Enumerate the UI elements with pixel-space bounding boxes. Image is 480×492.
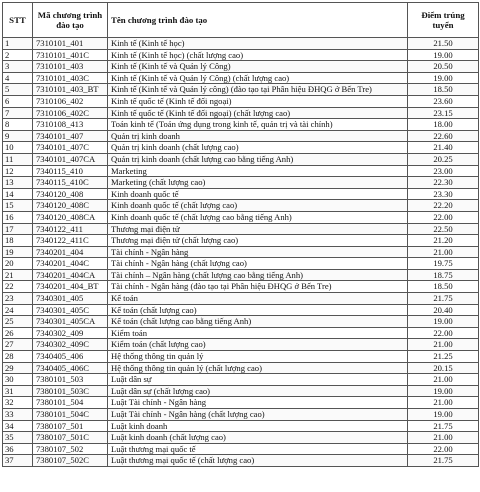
cell-admission-score: 20.50 <box>408 61 479 73</box>
cell-program-name: Luật dân sự (chất lượng cao) <box>108 385 408 397</box>
cell-admission-score: 19.00 <box>408 72 479 84</box>
cell-program-name: Tài chính – Ngân hàng (chất lượng cao bằng tiếng Anh) <box>108 269 408 281</box>
cell-admission-score: 23.00 <box>408 165 479 177</box>
cell-stt: 32 <box>3 397 33 409</box>
cell-program-code: 7340101_407CA <box>33 153 108 165</box>
cell-stt: 33 <box>3 409 33 421</box>
cell-program-name: Kế toán (chất lượng cao bằng tiếng Anh) <box>108 316 408 328</box>
cell-admission-score: 18.50 <box>408 281 479 293</box>
cell-stt: 36 <box>3 443 33 455</box>
cell-stt: 22 <box>3 281 33 293</box>
cell-program-name: Kinh tế (Kinh tế học) <box>108 38 408 50</box>
cell-program-name: Tài chính - Ngân hàng <box>108 246 408 258</box>
cell-admission-score: 21.20 <box>408 235 479 247</box>
cell-admission-score: 22.60 <box>408 130 479 142</box>
cell-stt: 9 <box>3 130 33 142</box>
table-row <box>3 200 479 212</box>
cell-stt: 3 <box>3 61 33 73</box>
cell-program-name: Kế toán <box>108 293 408 305</box>
cell-stt: 31 <box>3 385 33 397</box>
cell-program-name: Kinh tế (Kinh tế và Quản lý Công) (chất lượng cao) <box>108 72 408 84</box>
cell-admission-score: 18.50 <box>408 84 479 96</box>
header-program-name: Tên chương trình đào tạo <box>108 3 408 38</box>
cell-program-code: 7380107_502C <box>33 455 108 467</box>
cell-stt: 20 <box>3 258 33 270</box>
cell-admission-score: 21.00 <box>408 432 479 444</box>
table-row <box>3 153 479 165</box>
cell-program-code: 7340201_404_BT <box>33 281 108 293</box>
cell-stt: 21 <box>3 269 33 281</box>
table-row <box>3 351 479 363</box>
admission-score-table <box>2 2 479 467</box>
cell-program-code: 7380101_504 <box>33 397 108 409</box>
cell-program-name: Luật kinh doanh (chất lượng cao) <box>108 432 408 444</box>
table-row <box>3 130 479 142</box>
table-row <box>3 327 479 339</box>
cell-stt: 29 <box>3 362 33 374</box>
cell-admission-score: 19.00 <box>408 385 479 397</box>
table-row <box>3 385 479 397</box>
cell-program-name: Kiểm toán (chất lượng cao) <box>108 339 408 351</box>
cell-program-code: 7310101_401 <box>33 38 108 50</box>
cell-admission-score: 23.15 <box>408 107 479 119</box>
cell-admission-score: 21.75 <box>408 420 479 432</box>
cell-program-code: 7340405_406C <box>33 362 108 374</box>
table-row <box>3 374 479 386</box>
cell-admission-score: 18.00 <box>408 119 479 131</box>
cell-stt: 23 <box>3 293 33 305</box>
cell-program-code: 7340120_408CA <box>33 211 108 223</box>
cell-stt: 37 <box>3 455 33 467</box>
cell-program-code: 7380101_503C <box>33 385 108 397</box>
cell-admission-score: 18.75 <box>408 269 479 281</box>
table-row <box>3 281 479 293</box>
cell-admission-score: 21.40 <box>408 142 479 154</box>
cell-program-code: 7340201_404C <box>33 258 108 270</box>
cell-program-code: 7340115_410 <box>33 165 108 177</box>
cell-program-name: Kinh doanh quốc tế (chất lượng cao bằng tiếng Anh) <box>108 211 408 223</box>
cell-program-name: Marketing (chất lượng cao) <box>108 177 408 189</box>
table-row <box>3 316 479 328</box>
cell-program-name: Thương mại điện tử <box>108 223 408 235</box>
cell-program-code: 7310101_403_BT <box>33 84 108 96</box>
cell-program-code: 7340405_406 <box>33 351 108 363</box>
cell-program-code: 7340120_408C <box>33 200 108 212</box>
cell-program-name: Tài chính - Ngân hàng (đào tạo tại Phân hiệu ĐHQG ở Bến Tre) <box>108 281 408 293</box>
table-row <box>3 304 479 316</box>
cell-admission-score: 22.00 <box>408 443 479 455</box>
header-admission-score: Điểm trúng tuyển <box>408 3 479 38</box>
cell-program-code: 7340301_405 <box>33 293 108 305</box>
table-row <box>3 223 479 235</box>
table-row <box>3 397 479 409</box>
cell-program-name: Luật Tài chính - Ngân hàng (chất lượng cao) <box>108 409 408 421</box>
table-row <box>3 246 479 258</box>
cell-admission-score: 21.00 <box>408 397 479 409</box>
cell-program-code: 7340301_405CA <box>33 316 108 328</box>
table-row <box>3 258 479 270</box>
cell-program-name: Kinh doanh quốc tế (chất lượng cao) <box>108 200 408 212</box>
cell-admission-score: 22.20 <box>408 200 479 212</box>
table-row <box>3 119 479 131</box>
cell-program-name: Tài chính - Ngân hàng (chất lượng cao) <box>108 258 408 270</box>
table-row <box>3 107 479 119</box>
cell-stt: 19 <box>3 246 33 258</box>
cell-admission-score: 20.40 <box>408 304 479 316</box>
cell-stt: 13 <box>3 177 33 189</box>
cell-program-code: 7340302_409 <box>33 327 108 339</box>
cell-program-code: 7310108_413 <box>33 119 108 131</box>
cell-stt: 11 <box>3 153 33 165</box>
cell-stt: 17 <box>3 223 33 235</box>
table-row <box>3 49 479 61</box>
cell-program-code: 7340120_408 <box>33 188 108 200</box>
table-row <box>3 269 479 281</box>
cell-stt: 5 <box>3 84 33 96</box>
cell-admission-score: 21.00 <box>408 339 479 351</box>
cell-program-code: 7380101_503 <box>33 374 108 386</box>
cell-program-code: 7340301_405C <box>33 304 108 316</box>
cell-stt: 14 <box>3 188 33 200</box>
cell-stt: 26 <box>3 327 33 339</box>
cell-program-name: Toán kinh tế (Toán ứng dụng trong kinh tế, quản trị và tài chính) <box>108 119 408 131</box>
table-row <box>3 443 479 455</box>
cell-program-code: 7380107_502 <box>33 443 108 455</box>
table-row <box>3 420 479 432</box>
cell-admission-score: 22.50 <box>408 223 479 235</box>
cell-stt: 12 <box>3 165 33 177</box>
cell-program-code: 7380107_501 <box>33 420 108 432</box>
cell-program-code: 7310106_402C <box>33 107 108 119</box>
cell-program-name: Luật dân sự <box>108 374 408 386</box>
cell-stt: 10 <box>3 142 33 154</box>
cell-admission-score: 21.00 <box>408 374 479 386</box>
table-body <box>3 38 479 467</box>
cell-stt: 15 <box>3 200 33 212</box>
cell-program-code: 7340101_407 <box>33 130 108 142</box>
cell-program-code: 7380107_501C <box>33 432 108 444</box>
table-row <box>3 38 479 50</box>
cell-program-name: Luật thương mại quốc tế (chất lượng cao) <box>108 455 408 467</box>
table-row <box>3 432 479 444</box>
table-row <box>3 61 479 73</box>
table-row <box>3 142 479 154</box>
cell-program-name: Hệ thống thông tin quản lý <box>108 351 408 363</box>
cell-program-code: 7340101_407C <box>33 142 108 154</box>
header-stt: STT <box>3 3 33 38</box>
cell-program-name: Kiểm toán <box>108 327 408 339</box>
cell-program-name: Kinh tế (Kinh tế và Quản lý Công) <box>108 61 408 73</box>
cell-admission-score: 21.25 <box>408 351 479 363</box>
cell-program-code: 7310101_403 <box>33 61 108 73</box>
cell-program-name: Kinh doanh quốc tế <box>108 188 408 200</box>
cell-program-code: 7340201_404 <box>33 246 108 258</box>
cell-program-code: 7340302_409C <box>33 339 108 351</box>
cell-admission-score: 20.15 <box>408 362 479 374</box>
cell-program-name: Thương mại điện tử (chất lượng cao) <box>108 235 408 247</box>
cell-program-code: 7310101_401C <box>33 49 108 61</box>
cell-stt: 18 <box>3 235 33 247</box>
header-row <box>3 3 479 38</box>
table-row <box>3 177 479 189</box>
table-row <box>3 84 479 96</box>
cell-program-name: Quản trị kinh doanh (chất lượng cao) <box>108 142 408 154</box>
cell-program-name: Kinh tế quốc tế (Kinh tế đối ngoại) <box>108 95 408 107</box>
cell-admission-score: 19.00 <box>408 316 479 328</box>
cell-stt: 7 <box>3 107 33 119</box>
cell-program-name: Luật Tài chính - Ngân hàng <box>108 397 408 409</box>
cell-program-code: 7340122_411 <box>33 223 108 235</box>
cell-program-name: Quản trị kinh doanh <box>108 130 408 142</box>
cell-stt: 35 <box>3 432 33 444</box>
cell-program-name: Kinh tế (Kinh tế học) (chất lượng cao) <box>108 49 408 61</box>
cell-admission-score: 23.60 <box>408 95 479 107</box>
cell-program-name: Marketing <box>108 165 408 177</box>
cell-admission-score: 20.25 <box>408 153 479 165</box>
cell-program-name: Luật kinh doanh <box>108 420 408 432</box>
cell-program-name: Quản trị kinh doanh (chất lượng cao bằng tiếng Anh) <box>108 153 408 165</box>
cell-program-name: Kế toán (chất lượng cao) <box>108 304 408 316</box>
cell-admission-score: 22.00 <box>408 211 479 223</box>
cell-program-name: Kinh tế quốc tế (Kinh tế đối ngoại) (chất lượng cao) <box>108 107 408 119</box>
table-row <box>3 455 479 467</box>
cell-stt: 2 <box>3 49 33 61</box>
header-program-code: Mã chương trình đào tạo <box>33 3 108 38</box>
cell-program-name: Kinh tế (Kinh tế và Quản lý công) (đào tạo tại Phân hiệu ĐHQG ở Bến Tre) <box>108 84 408 96</box>
table-header <box>3 3 479 38</box>
cell-stt: 25 <box>3 316 33 328</box>
cell-program-code: 7340115_410C <box>33 177 108 189</box>
cell-admission-score: 19.00 <box>408 49 479 61</box>
cell-admission-score: 21.75 <box>408 293 479 305</box>
cell-stt: 24 <box>3 304 33 316</box>
cell-stt: 27 <box>3 339 33 351</box>
table-row <box>3 235 479 247</box>
cell-stt: 34 <box>3 420 33 432</box>
cell-admission-score: 19.00 <box>408 409 479 421</box>
table-row <box>3 211 479 223</box>
cell-program-code: 7310101_403C <box>33 72 108 84</box>
cell-stt: 1 <box>3 38 33 50</box>
cell-program-code: 7340201_404CA <box>33 269 108 281</box>
table-row <box>3 165 479 177</box>
table-row <box>3 409 479 421</box>
cell-admission-score: 19.75 <box>408 258 479 270</box>
cell-stt: 28 <box>3 351 33 363</box>
admission-score-table-container <box>2 2 478 467</box>
table-row <box>3 293 479 305</box>
cell-program-code: 7310106_402 <box>33 95 108 107</box>
table-row <box>3 362 479 374</box>
cell-stt: 16 <box>3 211 33 223</box>
cell-admission-score: 22.00 <box>408 327 479 339</box>
cell-admission-score: 22.30 <box>408 177 479 189</box>
table-row <box>3 72 479 84</box>
cell-program-name: Luật thương mại quốc tế <box>108 443 408 455</box>
cell-program-code: 7380101_504C <box>33 409 108 421</box>
cell-program-name: Hệ thống thông tin quản lý (chất lượng cao) <box>108 362 408 374</box>
table-row <box>3 339 479 351</box>
cell-admission-score: 21.00 <box>408 246 479 258</box>
cell-admission-score: 21.50 <box>408 38 479 50</box>
cell-admission-score: 21.75 <box>408 455 479 467</box>
table-row <box>3 95 479 107</box>
cell-stt: 8 <box>3 119 33 131</box>
cell-admission-score: 23.30 <box>408 188 479 200</box>
cell-stt: 30 <box>3 374 33 386</box>
cell-stt: 4 <box>3 72 33 84</box>
cell-program-code: 7340122_411C <box>33 235 108 247</box>
table-row <box>3 188 479 200</box>
cell-stt: 6 <box>3 95 33 107</box>
